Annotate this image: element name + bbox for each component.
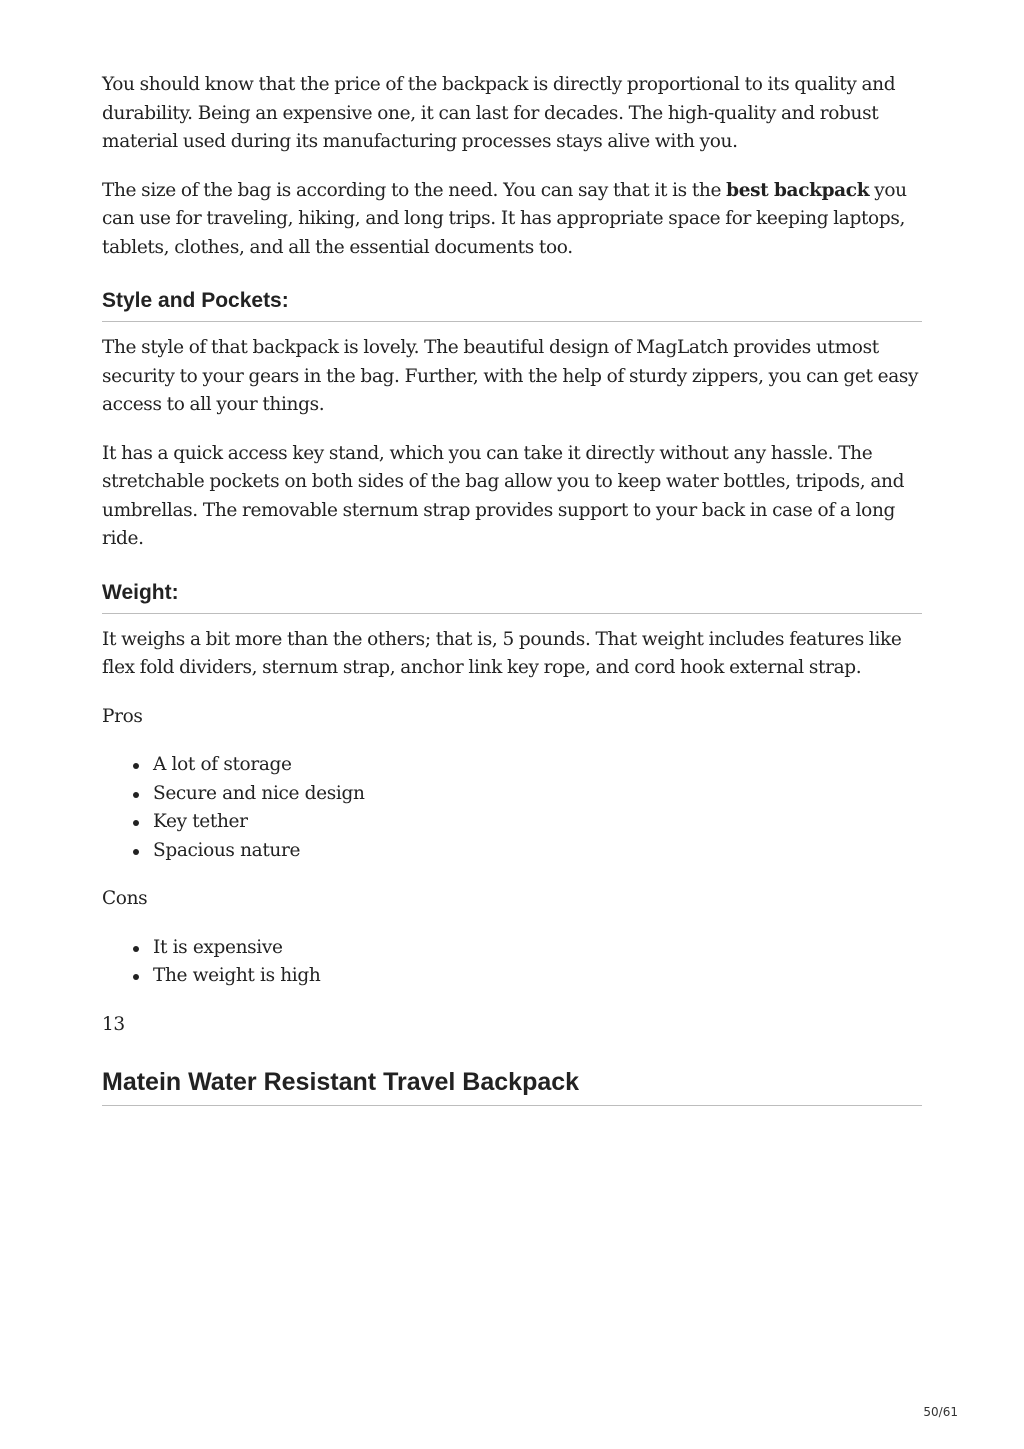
paragraph-size-text-end: you can use for traveling, hiking, and long trips. It has appropriate space for keeping laptops, tablets, clothes, and all the essential documents too. xyxy=(102,179,907,258)
page-number: 50/61 xyxy=(923,1405,958,1419)
paragraph-size-text-start: The size of the bag is according to the need. You can say that it is the xyxy=(102,179,727,201)
paragraph-price-durability: You should know that the price of the backpack is directly proportional to its quality and durability. Being an expensive one, it can last for decades. The high-quality and robust material used during its manufacturing processes stays alive with you. xyxy=(102,74,896,152)
cons-list-item: The weight is high xyxy=(153,962,922,991)
paragraph-weight: It weighs a bit more than the others; that is, 5 pounds. That weight includes features like flex fold dividers, sternum strap, anchor link key rope, and cord hook external strap. xyxy=(102,628,902,678)
pros-list-item: Key tether xyxy=(153,808,922,837)
pros-list-item: A lot of storage xyxy=(153,751,922,780)
paragraph-style: The style of that backpack is lovely. The beautiful design of MagLatch provides utmost security to your gears in the bag. Further, with the help of sturdy zippers, you can get easy access to all your things. xyxy=(102,337,919,415)
paragraph-pockets: It has a quick access key stand, which you can take it directly without any hassle. The stretchable pockets on both sides of the bag allow you to keep water bottles, tripods, and umbrellas. The removable sternum strap provides support to your back in case of a long ride. xyxy=(102,442,905,549)
cons-list-item: It is expensive xyxy=(153,934,922,963)
paragraph-size xyxy=(102,177,922,263)
pros-list xyxy=(102,751,922,865)
heading-style-pockets: Style and Pockets: xyxy=(102,282,922,322)
pros-list-item: Secure and nice design xyxy=(153,780,922,809)
pros-label: Pros xyxy=(102,705,143,727)
item-number: 13 xyxy=(102,1013,125,1035)
pros-list-item: Spacious nature xyxy=(153,837,922,866)
cons-label: Cons xyxy=(102,888,148,909)
cons-list xyxy=(102,934,922,991)
document-content xyxy=(102,71,922,1106)
heading-next-product: Matein Water Resistant Travel Backpack xyxy=(102,1059,922,1106)
heading-weight: Weight: xyxy=(102,574,922,614)
best-backpack-link-text[interactable]: best backpack xyxy=(726,179,870,201)
